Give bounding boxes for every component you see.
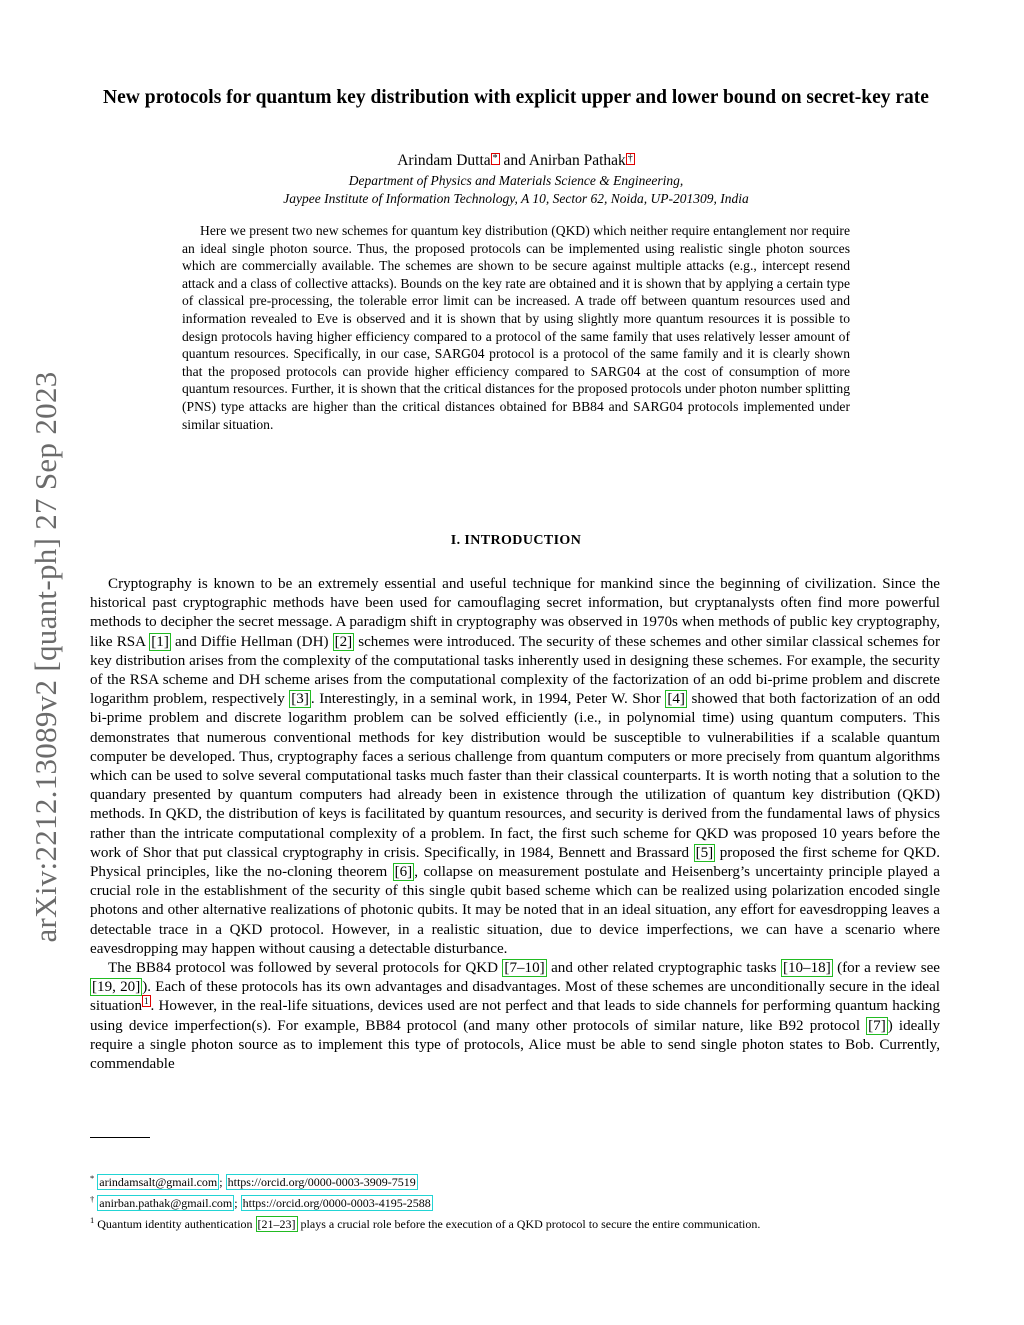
footnote-ref-link[interactable]: 1 (144, 996, 149, 1007)
citation-link[interactable]: [3] (291, 691, 309, 708)
body-text: . However, in the real-life situations, devices used are not perfect and that leads to side channels for performing quantum hacking using device imperfection(s). For example, BB84 protocol (and many other protocols of similar nature, like B92 protocol (90, 998, 940, 1034)
footnote-text: plays a crucial role before the execution of a QKD protocol to secure the entire communication. (297, 1217, 761, 1231)
body-text: , collapse on measurement postulate and Heisenberg’s uncertainty principle played a crucial role in the establishment of the security of this single qubit based scheme which can be realized using polarization encoded single photons and other alternative realizations of photonic qubits. It may be noted that in an ideal situation, any effort for eavesdropping leaves a detectable trace in a QKD protocol. However, in a realistic situation, due to device imperfections, we can have a scenario where eavesdropping may happen without causing a detectable disturbance. (90, 864, 940, 957)
footnotes (90, 1170, 942, 1233)
body-text: (for a review see (832, 960, 940, 977)
separator: ; (219, 1175, 226, 1189)
citation-link[interactable]: [1] (151, 633, 169, 650)
citation-link[interactable]: [4] (667, 691, 685, 708)
citation-link[interactable]: [5] (695, 844, 714, 861)
affiliation (90, 172, 942, 208)
orcid-link[interactable]: https://orcid.org/0000-0003-4195-2588 (242, 1196, 431, 1210)
separator: ; (234, 1196, 241, 1210)
email-link[interactable]: arindamsalt@gmail.com (99, 1175, 218, 1189)
footnote-mark: * (90, 1173, 95, 1183)
body-text: Cryptography is known to be an extremely essential and useful technique for mankind since the beginning of civilization. Since the historical past cryptographic methods have been used for camouflaging secret information, but cryptanalysts often find more powerful methods to decipher the secret message. A paradigm shift in cryptography was observed in 1970s when methods of public key cryptography, like RSA (90, 576, 940, 650)
body-text: and other related cryptographic tasks (546, 960, 781, 977)
footnote-divider (90, 1137, 150, 1138)
footnote-mark: † (90, 1194, 95, 1204)
citation-link[interactable]: [19, 20] (92, 979, 141, 996)
body-text: ) ideally require a single photon source as to implement this type of protocols, Alice must be able to send single photon states to Bob. Currently, commendable (90, 1017, 940, 1073)
body-text: schemes were introduced. The security of these schemes and other similar classical schemes for key distribution arises from the complexity of the computational tasks inherently used in designing these schemes. For example, the security of the RSA scheme and DH scheme arises from the computational complexity of the factorization of an odd bi-prime problem and discrete logarithm problem, respectively (90, 633, 940, 708)
author-line (90, 152, 942, 170)
citation-link[interactable]: [21–23] (257, 1217, 296, 1231)
paragraph (90, 959, 940, 1074)
author-name: Arindam Dutta (397, 152, 491, 169)
footnote (90, 1191, 942, 1212)
affiliation-line: Jaypee Institute of Information Technology, A 10, Sector 62, Noida, UP-201309, India (283, 191, 749, 206)
author-separator: and (499, 152, 529, 169)
paper-title: New protocols for quantum key distribution with explicit upper and lower bound on secret-key rate (103, 87, 929, 108)
intro-body (90, 575, 940, 1074)
body-text: proposed the first scheme for QKD. Physical principles, like the no-cloning theorem (90, 844, 940, 881)
citation-link[interactable]: [7] (868, 1017, 886, 1034)
footnote-ref-link[interactable]: † (627, 153, 633, 164)
footnote-text: Quantum identity authentication (97, 1217, 256, 1231)
body-text: The BB84 protocol was followed by several protocols for QKD (108, 960, 503, 977)
affiliation-line: Department of Physics and Materials Science & Engineering, (348, 173, 684, 188)
body-text: and Diffie Hellman (DH) (170, 633, 333, 650)
arxiv-id-stamp: arXiv:2212.13089v2 [quant-ph] 27 Sep 2023 (28, 371, 63, 943)
footnote-mark: 1 (90, 1215, 95, 1225)
body-text: ). Each of these protocols has its own advantages and disadvantages. Most of these schemes are unconditionally secure in the ideal situation (90, 979, 940, 1015)
paragraph (90, 575, 940, 959)
footnote-ref-link[interactable]: * (492, 153, 498, 164)
section-heading: I. INTRODUCTION (450, 533, 582, 548)
email-link[interactable]: anirban.pathak@gmail.com (99, 1196, 233, 1210)
orcid-link[interactable]: https://orcid.org/0000-0003-3909-7519 (227, 1175, 416, 1189)
arxiv-sidebar (20, 352, 72, 962)
abstract: Here we present two new schemes for quantum key distribution (QKD) which neither require entanglement nor require an ideal single photon source. Thus, the proposed protocols can be implemented using realistic single photon sources which are commercially available. The schemes are shown to be secure against multiple attacks (e.g., intercept resend attack and a class of collective attacks). Bounds on the key rate are obtained and it is shown that by applying a certain type of classical pre-processing, the tolerable error limit can be increased. A trade off between quantum resources used and information revealed to Eve is observed and it is shown that by using slightly more quantum resources it is possible to design protocols having higher efficiency compared to a protocol of the same family that uses relatively lesser amount of quantum resources. Specifically, in our case, SARG04 protocol is a protocol of the same family and it is clearly shown that the proposed protocols can provide higher efficiency compared to SARG04 at the cost of consumption of more quantum resources. Further, it is shown that the critical distances for the proposed protocols under photon number splitting (PNS) type attacks are higher than the critical distances obtained for BB84 and SARG04 protocols implemented under similar situation. (182, 223, 850, 432)
citation-link[interactable]: [7–10] (504, 960, 545, 977)
author-name: Anirban Pathak (528, 152, 626, 169)
body-text: . Interestingly, in a seminal work, in 1994, Peter W. Shor (310, 691, 666, 708)
footnote (90, 1212, 942, 1233)
citation-link[interactable]: [6] (394, 864, 413, 881)
citation-link[interactable]: [2] (334, 633, 353, 650)
citation-link[interactable]: [10–18] (782, 960, 831, 977)
body-text: showed that both factorization of an odd bi-prime problem and discrete logarithm problem can be solved efficiently (i.e., in polynomial time) using quantum computers. This demonstrates that numerous conventional methods for key distribution would be susceptible to vulnerabilities if a scalable quantum computer be developed. Thus, cryptography faces a serious challenge from quantum computers or more precisely from quantum algorithms which can be used to solve several computational tasks much faster than their classical counterparts. It is worth noting that a solution to the quandary presented by quantum computers had already been in existence through the utilization of quantum key distribution (QKD) methods. In QKD, the distribution of keys is facilitated by quantum resources, and security is derived from the fundamental laws of physics rather than the intricate computational complexity of a problem. In fact, the first such scheme for QKD was proposed 10 years before the work of Shor that put classical cryptography in crisis. Specifically, in 1984, Bennett and Brassard (90, 691, 940, 861)
footnote (90, 1170, 942, 1191)
